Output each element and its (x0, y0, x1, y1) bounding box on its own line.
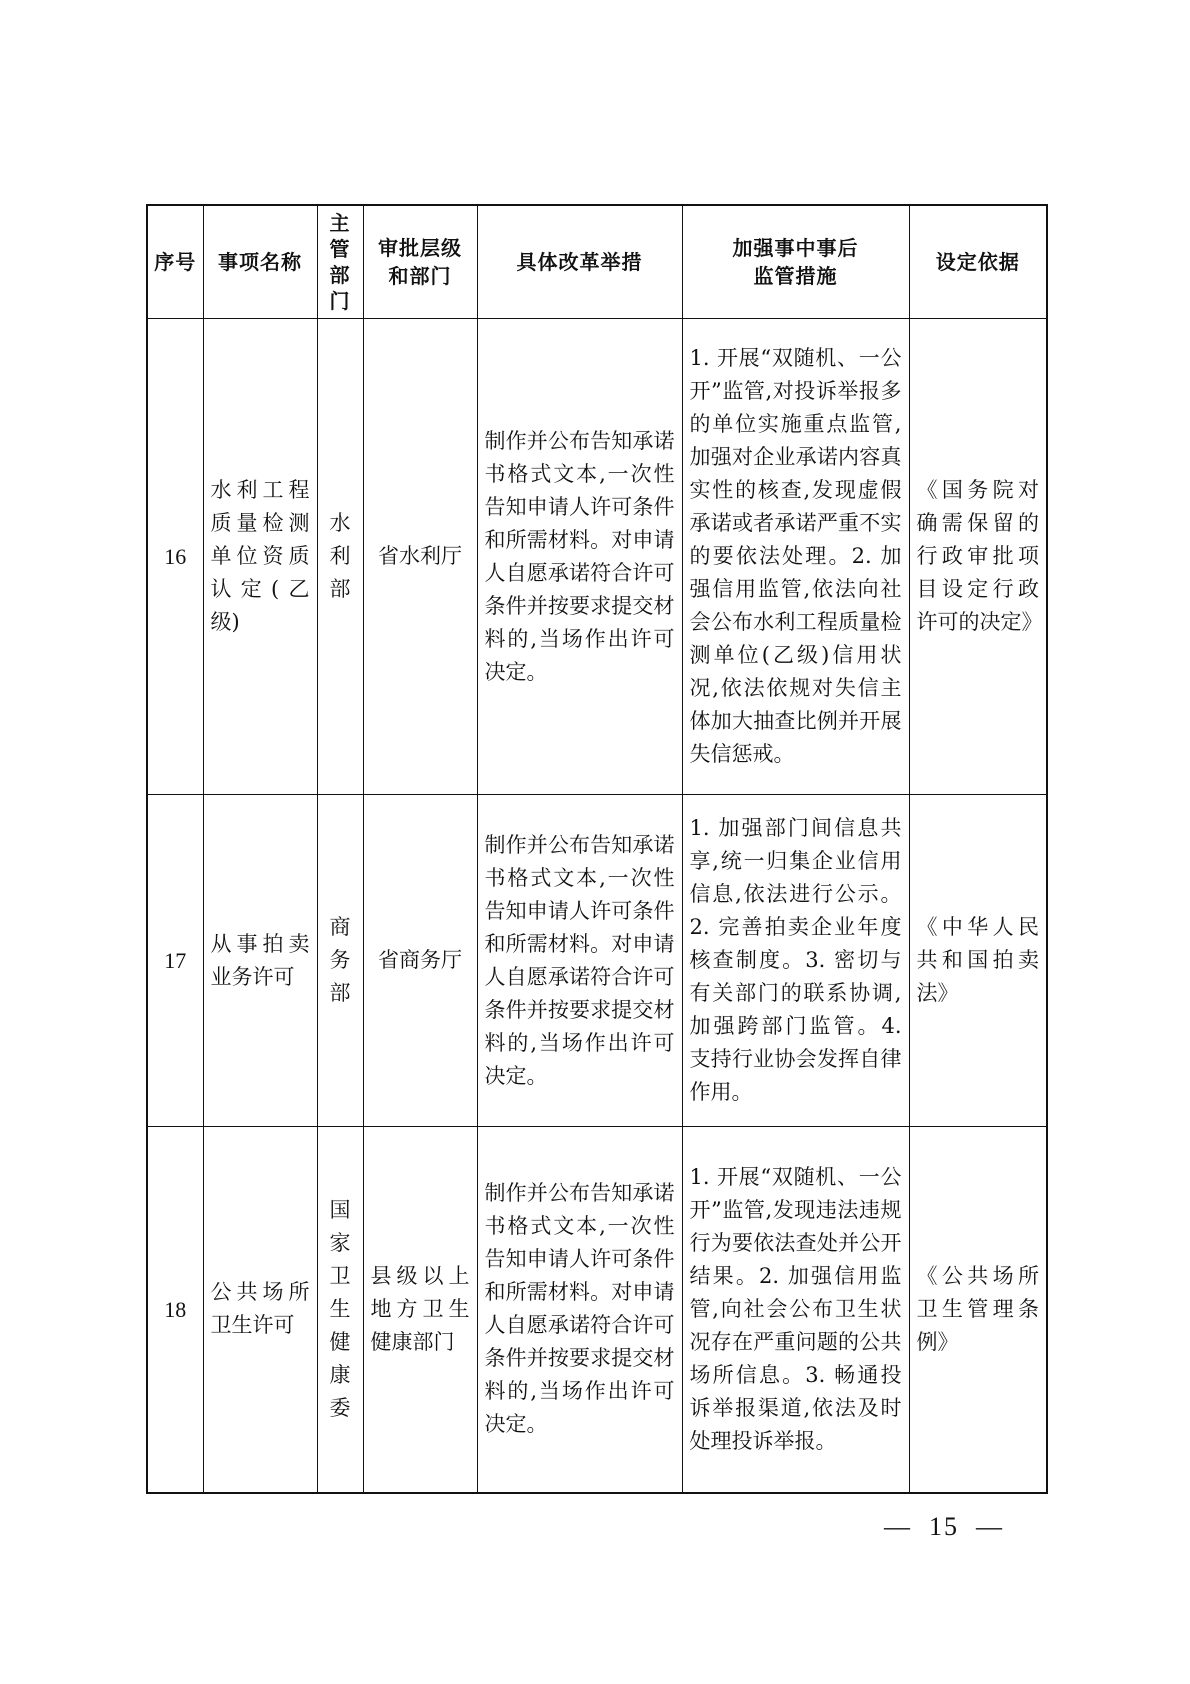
row-legal-basis (909, 795, 1047, 1127)
row-supervision-measures (682, 319, 909, 795)
row-reform-text: 制作并公布告知承诺书格式文本,一次性告知申请人许可条件和所需材料。对申请人自愿承诺符合许可条件并按要求提交材料的,当场作出许可决定。 (484, 832, 675, 1088)
row-supervision-text: 1. 加强部门间信息共享,统一归集企业信用信息,依法进行公示。2. 完善拍卖企业年度核查制度。3. 密切与有关部门的联系协调,加强跨部门监管。4. 支持行业协会发挥自律作用。 (689, 816, 902, 1104)
row-reform-measures (477, 795, 682, 1127)
table-row (147, 795, 1047, 1127)
row-item-name-text: 公共场所卫生许可 (210, 1280, 310, 1338)
row-item-name (203, 319, 317, 795)
header-department (317, 205, 363, 319)
row-legal-basis-text: 《公共场所卫生管理条例》 (916, 1263, 1039, 1354)
table-row (147, 319, 1047, 795)
row-reform-text: 制作并公布告知承诺书格式文本,一次性告知申请人许可条件和所需材料。对申请人自愿承诺符合许可条件并按要求提交材料的,当场作出许可决定。 (484, 428, 675, 684)
header-approval-level (363, 205, 477, 319)
header-legal-basis: 设定依据 (909, 205, 1047, 319)
table-row (147, 1127, 1047, 1493)
row-legal-basis (909, 319, 1047, 795)
row-supervision-text: 1. 开展“双随机、一公开”监管,对投诉举报多的单位实施重点监管,加强对企业承诺内容真实性的核查,发现虚假承诺或者承诺严重不实的要依法处理。2. 加强信用监管,依法向社会公布水利工程质量检测单位(乙级)信用状况,依法依规对失信主体加大抽查比例并开展失信惩戒。 (689, 346, 902, 766)
row-supervision-measures (682, 795, 909, 1127)
row-legal-basis (909, 1127, 1047, 1493)
row-reform-measures (477, 1127, 682, 1493)
row-supervision-measures (682, 1127, 909, 1493)
row-legal-basis-text: 《中华人民共和国拍卖法》 (916, 915, 1039, 1005)
row-reform-text: 制作并公布告知承诺书格式文本,一次性告知申请人许可条件和所需材料。对申请人自愿承诺符合许可条件并按要求提交材料的,当场作出许可决定。 (484, 1181, 675, 1437)
row-seq: 16 (147, 319, 203, 795)
row-department-text: 水利部 (329, 511, 351, 601)
row-approval-level-text: 省水利厅 (378, 544, 462, 568)
header-seq: 序号 (147, 205, 203, 319)
row-reform-measures (477, 319, 682, 795)
row-legal-basis-text: 《国务院对确需保留的行政审批项目设定行政许可的决定》 (916, 478, 1043, 634)
header-approval-level-text: 审批层级和部门 (378, 236, 462, 288)
row-item-name (203, 1127, 317, 1493)
row-department-text: 商务部 (329, 915, 351, 1005)
row-approval-level (363, 319, 477, 795)
row-department (317, 795, 363, 1127)
row-seq: 18 (147, 1127, 203, 1493)
row-approval-level-text: 省商务厅 (378, 948, 462, 972)
header-supervision-text: 加强事中事后监管措施 (732, 236, 859, 288)
header-reform-measures: 具体改革举措 (477, 205, 682, 319)
policy-table-container (146, 204, 1046, 1494)
row-department (317, 1127, 363, 1493)
table-header-row (147, 205, 1047, 319)
row-supervision-text: 1. 开展“双随机、一公开”监管,发现违法违规行为要依法查处并公开结果。2. 加强信用监管,向社会公布卫生状况存在严重问题的公共场所信息。3. 畅通投诉举报渠道,依法及时处理投诉举报。 (689, 1164, 902, 1453)
row-approval-level (363, 1127, 477, 1493)
header-item-name: 事项名称 (203, 205, 317, 319)
page-number: — 15 — (884, 1512, 1004, 1541)
row-department-text: 国家卫生健康委 (329, 1197, 351, 1420)
row-item-name-text: 从事拍卖业务许可 (210, 931, 310, 989)
row-department (317, 319, 363, 795)
header-supervision-measures (682, 205, 909, 319)
row-item-name-text: 水利工程质量检测单位资质认定(乙级) (210, 478, 310, 634)
row-approval-level-text: 县级以上地方卫生健康部门 (370, 1263, 470, 1354)
row-seq: 17 (147, 795, 203, 1127)
header-department-text: 主管部门 (329, 211, 351, 313)
policy-table (146, 204, 1048, 1494)
row-approval-level (363, 795, 477, 1127)
row-item-name (203, 795, 317, 1127)
